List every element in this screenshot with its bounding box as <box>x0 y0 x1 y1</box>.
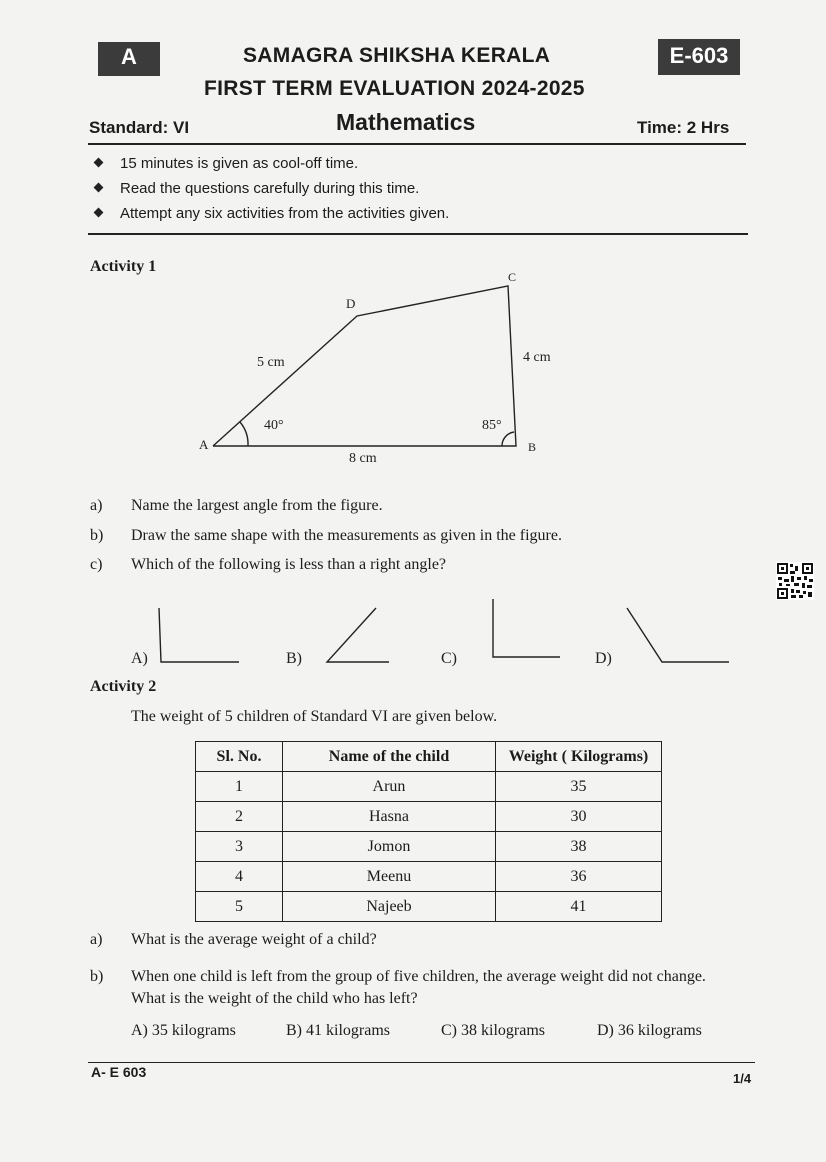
question-text: When one child is left from the group of five children, the average weight did not change. <box>131 968 706 985</box>
table-row <box>196 862 662 892</box>
table-row <box>196 892 662 922</box>
instruction-item: 15 minutes is given as cool-off time. <box>95 155 358 172</box>
activity-2-intro: The weight of 5 children of Standard VI are given below. <box>131 708 498 725</box>
code-badge: E-603 <box>658 39 740 75</box>
table-cell: Meenu <box>283 862 496 892</box>
angle-b-arc <box>502 432 514 446</box>
table-header: Weight ( Kilograms) <box>496 742 662 772</box>
table-row <box>196 832 662 862</box>
table-cell: 1 <box>196 772 283 802</box>
footer-code: A- E 603 <box>91 1064 147 1080</box>
question-text: Draw the same shape with the measurements as given in the figure. <box>131 527 562 544</box>
activity-1-title: Activity 1 <box>90 258 157 275</box>
angle-a-arc <box>240 422 248 446</box>
table-cell: 38 <box>496 832 662 862</box>
activity-2-title: Activity 2 <box>90 678 157 695</box>
standard-label: Standard: VI <box>89 118 190 137</box>
table-cell: Arun <box>283 772 496 802</box>
question-label: a) <box>90 931 103 948</box>
subject-title: Mathematics <box>336 109 476 135</box>
question-text: What is the average weight of a child? <box>131 931 377 948</box>
footer-rule <box>88 1062 755 1063</box>
question-label: c) <box>90 556 103 573</box>
angle-a-label: 40° <box>264 418 284 433</box>
instruction-item: Attempt any six activities from the activities given. <box>95 205 449 222</box>
table-cell: 4 <box>196 862 283 892</box>
question-text: Which of the following is less than a right angle? <box>131 556 447 573</box>
table-header-row <box>196 742 662 772</box>
table-cell: 30 <box>496 802 662 832</box>
table-cell: 41 <box>496 892 662 922</box>
side-ab-label: 8 cm <box>349 451 377 466</box>
table-cell: 5 <box>196 892 283 922</box>
answer-option-c: C) 38 kilograms <box>441 1022 545 1039</box>
table-cell: Jomon <box>283 832 496 862</box>
angle-options-figure <box>0 590 826 680</box>
table-header: Name of the child <box>283 742 496 772</box>
answer-option-b: B) 41 kilograms <box>286 1022 390 1039</box>
answer-option-a: A) 35 kilograms <box>131 1022 236 1039</box>
weight-table <box>195 741 662 922</box>
table-header: Sl. No. <box>196 742 283 772</box>
time-label: Time: 2 Hrs <box>637 118 730 137</box>
side-ad-label: 5 cm <box>257 355 285 370</box>
page-number: 1/4 <box>733 1071 752 1086</box>
angle-option-c-label: C) <box>441 650 457 667</box>
angle-option-d <box>627 608 729 662</box>
table-cell: 2 <box>196 802 283 832</box>
table-cell: Najeeb <box>283 892 496 922</box>
angle-option-d-label: D) <box>595 650 612 667</box>
question-label: b) <box>90 968 104 985</box>
question-label: a) <box>90 497 103 514</box>
instruction-item: Read the questions carefully during this time. <box>95 180 419 197</box>
answer-option-d: D) 36 kilograms <box>597 1022 702 1039</box>
angle-option-a <box>159 608 239 662</box>
vertex-c-label: C <box>508 270 517 284</box>
vertex-d-label: D <box>346 296 356 311</box>
table-cell: 3 <box>196 832 283 862</box>
question-text: Name the largest angle from the figure. <box>131 497 383 514</box>
set-badge: A <box>98 42 160 76</box>
quadrilateral-figure <box>0 0 826 500</box>
side-bc-label: 4 cm <box>523 350 551 365</box>
angle-b-label: 85° <box>482 418 502 433</box>
table-cell: Hasna <box>283 802 496 832</box>
table-row <box>196 772 662 802</box>
table-cell: 36 <box>496 862 662 892</box>
angle-option-b-label: B) <box>286 650 302 667</box>
vertex-a-label: A <box>199 437 209 452</box>
exam-title: FIRST TERM EVALUATION 2024-2025 <box>204 77 585 100</box>
vertex-b-label: B <box>528 440 537 454</box>
table-row <box>196 802 662 832</box>
question-text-continued: What is the weight of the child who has left? <box>131 990 418 1007</box>
angle-option-c <box>493 599 560 657</box>
angle-option-a-label: A) <box>131 650 148 667</box>
table-cell: 35 <box>496 772 662 802</box>
org-title: SAMAGRA SHIKSHA KERALA <box>243 44 551 67</box>
angle-option-b <box>327 608 389 662</box>
question-label: b) <box>90 527 104 544</box>
